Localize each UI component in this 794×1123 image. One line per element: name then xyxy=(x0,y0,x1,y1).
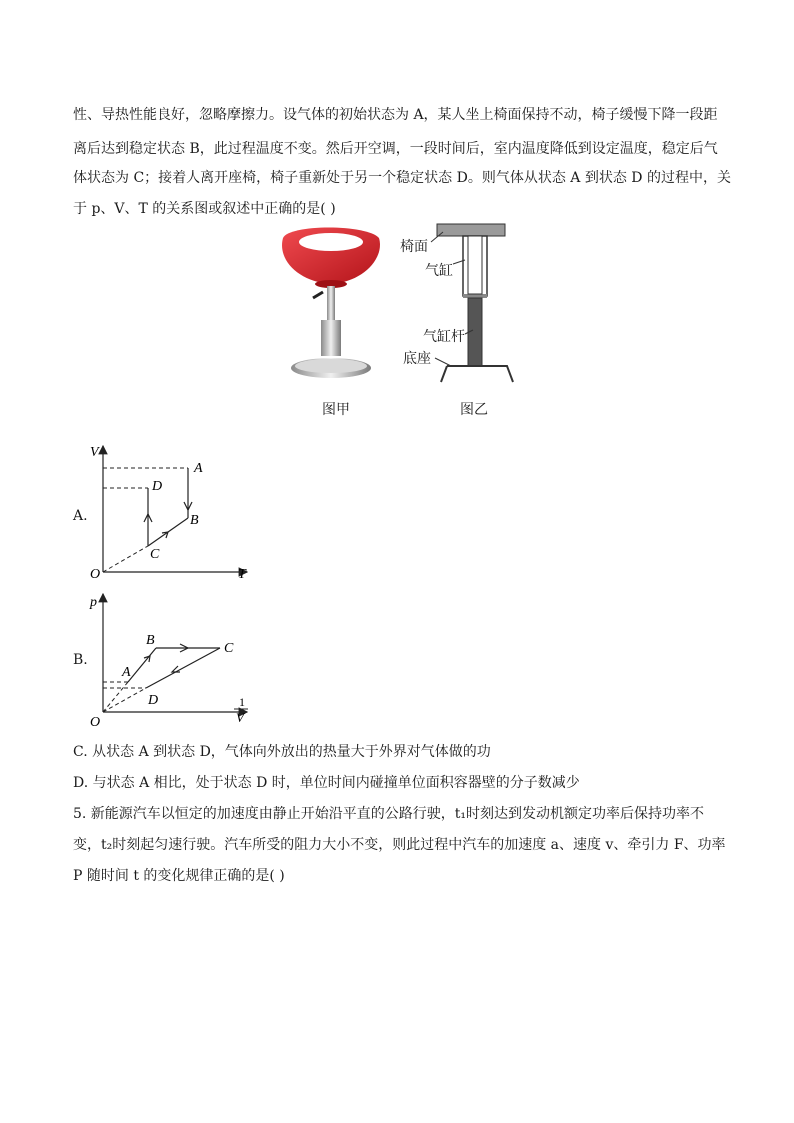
point-d-label: D xyxy=(152,479,163,494)
q4-line-2: 离后达到稳定状态 B，此过程温度不变。然后开空调，一段时间后，室内温度降低到设定温度，稳定后气 xyxy=(73,141,718,157)
point-b-label: B xyxy=(146,633,155,648)
option-a-graph xyxy=(82,440,262,585)
axis-y-label: V xyxy=(90,445,99,460)
point-b-label: B xyxy=(190,513,199,528)
q5-line-3: P 随时间 t 的变化规律正确的是( ) xyxy=(73,868,285,884)
label-seat: 椅面 xyxy=(400,239,428,255)
label-cylinder: 气缸 xyxy=(425,263,453,279)
option-b-label: B. xyxy=(73,652,88,668)
axis-x-denominator: V xyxy=(236,710,244,725)
origin-label: O xyxy=(90,567,101,582)
q4-line-3: 体状态为 C；接着人离开座椅，椅子重新处于另一个稳定状态 D。则气体从状态 A 到状态 D 的过程中，关 xyxy=(73,170,731,186)
figure-yi-caption: 图乙 xyxy=(460,402,488,418)
point-a-label: A xyxy=(194,461,203,476)
q5-line-1: 5. 新能源汽车以恒定的加速度由静止开始沿平直的公路行驶，t₁时刻达到发动机额定功率后保持功率不 xyxy=(73,806,705,822)
q5-line-2: 变，t₂时刻起匀速行驶。汽车所受的阻力大小不变，则此过程中汽车的加速度 a、速度 v、牵引力 F、功率 xyxy=(73,837,726,853)
chair-photo xyxy=(275,222,385,382)
origin-label: O xyxy=(90,715,101,730)
option-c: C. 从状态 A 到状态 D，气体向外放出的热量大于外界对气体做的功 xyxy=(73,744,491,760)
point-d-label: D xyxy=(148,693,159,708)
q4-line-4: 于 p、V、T 的关系图或叙述中正确的是( ) xyxy=(73,201,336,217)
axis-y-label: p xyxy=(90,595,97,610)
figure-jia-caption: 图甲 xyxy=(322,402,350,418)
point-c-label: C xyxy=(150,547,160,562)
axis-x-numerator: 1 xyxy=(239,695,245,709)
option-b-graph xyxy=(82,590,262,730)
label-rod: 气缸杆 xyxy=(423,329,465,345)
point-a-label: A xyxy=(122,665,131,680)
axis-x-label: T xyxy=(238,567,246,582)
q4-line-1: 性、导热性能良好，忽略摩擦力。设气体的初始状态为 A，某人坐上椅面保持不动，椅子缓慢下降一段距 xyxy=(73,107,718,123)
point-c-label: C xyxy=(224,641,234,656)
option-d: D. 与状态 A 相比，处于状态 D 时，单位时间内碰撞单位面积容器壁的分子数减少 xyxy=(73,775,580,791)
option-a-label: A. xyxy=(73,508,88,524)
label-base: 底座 xyxy=(403,351,431,367)
